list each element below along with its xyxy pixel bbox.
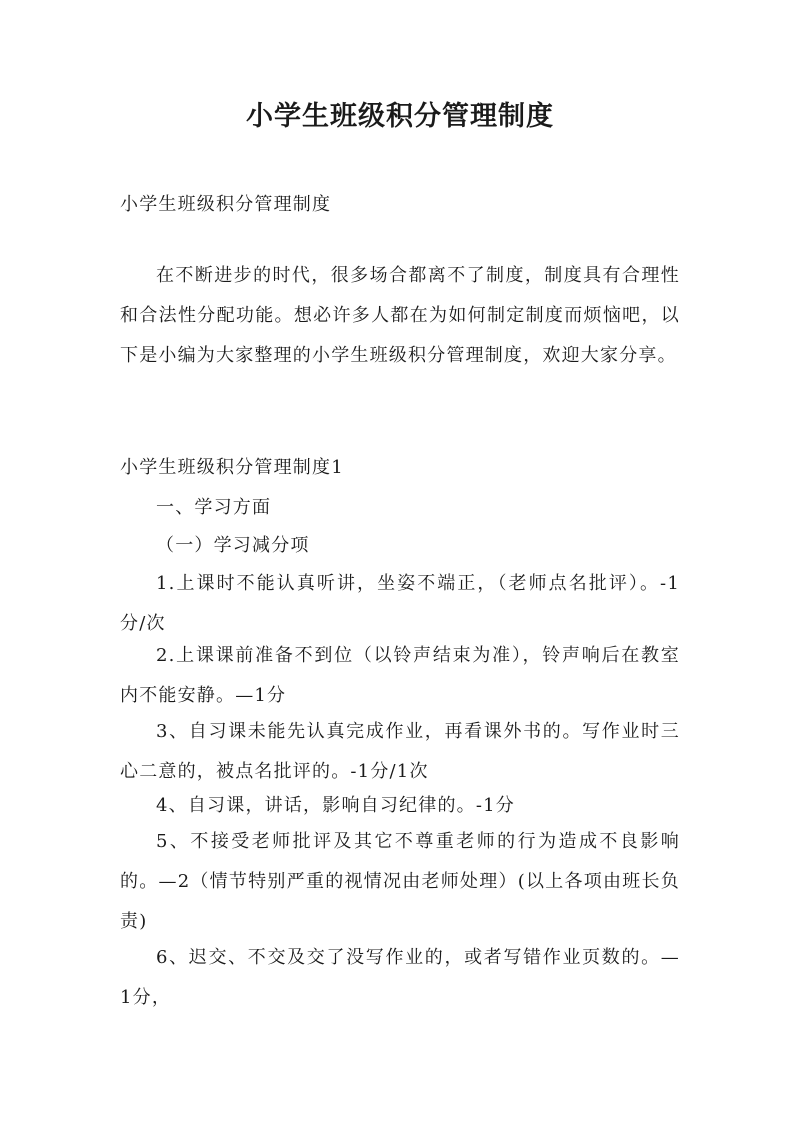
- list-item: 1.上课时不能认真听讲，坐姿不端正，（老师点名批评）。-1分/次: [120, 573, 680, 634]
- intro-paragraph: 在不断进步的时代，很多场合都离不了制度，制度具有合理性和合法性分配功能。想必许多人都在为如何制定制度而烦恼吧，以下是小编为大家整理的小学生班级积分管理制度，欢迎大家分享。: [120, 265, 680, 366]
- list-item: 4、自习课，讲话，影响自习纪律的。-1分: [156, 795, 515, 816]
- section-heading: 小学生班级积分管理制度1: [120, 457, 344, 478]
- list-item: 2.上课课前准备不到位（以铃声结束为准），铃声响后在教室内不能安静。—1分: [120, 645, 680, 706]
- document-subtitle: 小学生班级积分管理制度: [120, 194, 332, 215]
- document-title: 小学生班级积分管理制度: [246, 101, 554, 132]
- list-item: 3、自习课未能先认真完成作业，再看课外书的。写作业时三心二意的，被点名批评的。-1分/1次: [120, 721, 680, 782]
- list-item: 6、迟交、不交及交了没写作业的，或者写错作业页数的。—1分，: [120, 947, 680, 1008]
- sub-heading: （一）学习减分项: [156, 535, 310, 556]
- list-item: 5、不接受老师批评及其它不尊重老师的行为造成不良影响的。—2（情节特别严重的视情况由老师处理）(以上各项由班长负责): [120, 831, 680, 932]
- part-heading: 一、学习方面: [156, 497, 272, 518]
